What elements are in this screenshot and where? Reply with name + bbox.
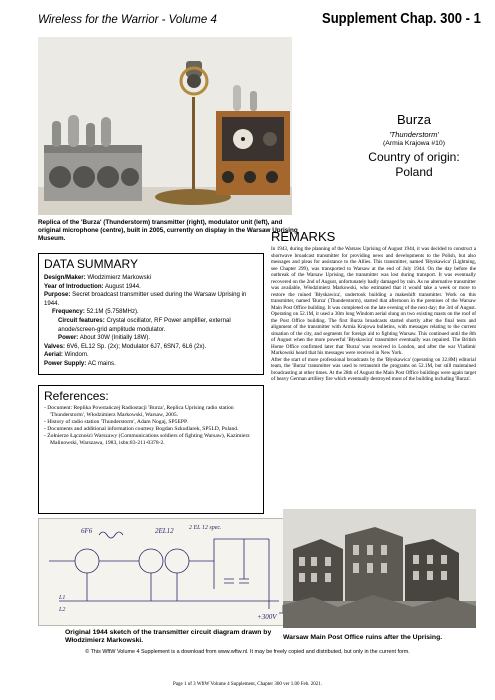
- country-label: Country of origin:: [368, 150, 460, 164]
- copyright-notice: © This WftW Volume 4 Supplement is a download from www.wftw.nl. It may be freely copied and distributed, but only in the current form.: [85, 649, 410, 655]
- section-title-text: Supplement Chap. 300: [322, 11, 462, 27]
- summary-row: [44, 283, 258, 292]
- summary-row: [44, 317, 258, 334]
- summary-label: Frequency:: [52, 308, 85, 316]
- summary-value: Windom.: [64, 351, 89, 359]
- remarks-paragraph: After the start of more professional broadcasts by the 'Błyskawica' (operating on 32.8M) editorial team, the 'Burza' transmitter was used to retransmit the programs on 52.1M, but still maintained broadcasting at other times. At the 28th of August the Main Post Office buildings were again target of heavy German artillery fire which eventually destroyed most of the building including 'Burza'.: [271, 356, 476, 382]
- circuit-sketch: [38, 518, 306, 626]
- reference-item: - Document: Replika Powstańczej Radiostacji 'Burza', Replica Uprising radio station 'Thunderstorm', Włodzimierz Markowski, Warsaw, 2005.: [44, 405, 234, 418]
- summary-row: [44, 360, 258, 369]
- page-footer: Page 1 of 3 WftW Volume 4 Supplement, Chapter 300 ver 1.00 Feb. 2021.: [173, 682, 322, 687]
- radio-army-code: (Armia Krajowa #10): [383, 140, 445, 147]
- page-number: - 1: [465, 11, 481, 27]
- summary-value: 6V6, EL12 Sp. (2x); Modulator 6J7, 6SN7, 6L6 (2x).: [66, 342, 207, 350]
- data-summary-heading: DATA SUMMARY: [44, 257, 139, 271]
- summary-value: Crystal oscillator, RF Power amplifier, external anode/screen-grid amplitude modulator.: [58, 316, 231, 333]
- summary-value: Włodzimierz Markowski: [87, 274, 152, 281]
- sketch-label: 2 EL 12 spec.: [189, 525, 222, 531]
- summary-label: Aerial:: [44, 351, 63, 359]
- post-office-ruins-photo: [283, 509, 476, 628]
- reference-item: - Documents and additional information courtesy Bogdan Szkudlarek, SP5LD, Poland.: [44, 426, 239, 432]
- circuit-sketch-graphic: [39, 519, 306, 626]
- sketch-label: L1: [59, 595, 66, 601]
- summary-label: Year of Introduction:: [44, 282, 104, 290]
- summary-row: [44, 308, 258, 317]
- sketch-caption: Original 1944 sketch of the transmitter circuit diagram drawn by Włodzimierz Markowski.: [65, 629, 272, 644]
- transmitter-photo-graphic: [38, 37, 292, 215]
- references-box: [38, 385, 264, 514]
- photo-caption: Replica of the 'Burza' (Thunderstorm) transmitter (right), modulator unit (left), and original microphone (centre), built in 2005, currently on display in the Warsaw Uprising Museum.: [38, 219, 298, 242]
- summary-row: [44, 351, 258, 360]
- sketch-label: 6F6: [81, 527, 93, 535]
- summary-row: [44, 274, 258, 283]
- radio-english-name: 'Thunderstorm': [389, 130, 439, 139]
- remarks-body: [271, 246, 476, 383]
- data-summary-box: [38, 253, 264, 375]
- ruins-caption: Warsaw Main Post Office ruins after the Uprising.: [283, 634, 443, 641]
- remarks-heading: REMARKS: [271, 229, 336, 244]
- transmitter-photo: [38, 37, 292, 215]
- ruins-photo-graphic: [283, 509, 476, 628]
- reference-item: - History of radio station 'Thunderstorm', Adam Nogaj, SP5EPP.: [44, 419, 188, 425]
- references-heading: References:: [44, 389, 109, 403]
- book-title: Wireless for the Warrior - Volume 4: [38, 14, 217, 26]
- summary-label: Valves:: [44, 342, 66, 350]
- title-block: [352, 112, 476, 180]
- summary-row: [44, 334, 258, 343]
- summary-value: August 1944.: [104, 282, 141, 290]
- summary-label: Power:: [58, 334, 79, 342]
- country-name: Poland: [395, 165, 433, 179]
- summary-label: Power Supply:: [44, 359, 87, 367]
- sketch-label: 2EL12: [155, 527, 174, 535]
- remarks-paragraph: In 1943, during the planning of the Warsaw Uprising of August 1944, it was decided to construct a shortwave broadcast transmitter for providing news and developments to the Polish, but also messages and pleas for assistance to the Allies. This transmitter, named 'Błyskawica' (Lightning, see Chapter 299), was transported to Warsaw at the end of July 1944. On the day before the outbreak of the Warsaw Uprising, the transmitter was lost during transport. It was eventually recovered on the 2nd of August, unfortunately badly damaged by rain. As no alternative transmitter was available, Włodzimierz Markowski, who estimated that it would take a week or more to restore the ruined 'Błyskawica', undertook building a makeshift transmitter. Work on this transmitter, named 'Burza' (Thunderstorm), started that afternoon in the premises of the Warsaw Main Post Office building. It was completed on the late evening of the next day; the 3rd of August. Operating on 52.1M, it used a 30m long Windom aerial slung on two existing masts on the roof of the Post Office building. The first Burza broadcasts started shortly after the final tests and alignment of the transmitter with Armia Krajowa bulletins, with messages relating to the current situation of the city, and segments for foreign aid to fighting Warsaw. This continued until the 8th of August when the more powerful 'Błyskawica' transmitter eventually was repaired. The British Home Office confirmed later that 'Burza' was received in London, and after the war Vladimir Markowski heard that his messages were received in New York.: [271, 246, 476, 356]
- summary-label: Circuit features:: [58, 316, 105, 324]
- sketch-label: L2: [59, 607, 66, 613]
- summary-label: Design/Maker:: [44, 274, 86, 281]
- summary-value: AC mains.: [87, 359, 116, 367]
- sketch-label: +300V: [257, 613, 277, 621]
- summary-value: Secret broadcast transmitter used during the Warsaw Uprising in 1944.: [44, 291, 247, 307]
- radio-name: Burza: [397, 112, 431, 127]
- summary-row: [44, 343, 258, 352]
- summary-row: [44, 291, 258, 308]
- reference-item: - Żołnierze Łączności Warszawy (Communications soldiers of fighting Warsaw), Kazimierz Malinowski, Warszawa, 1983, isbn:83-211-0378-2.: [44, 433, 250, 446]
- summary-value: 52.1M (5.758MHz).: [86, 308, 139, 316]
- section-title: [322, 11, 481, 27]
- summary-label: Purpose:: [44, 291, 71, 299]
- summary-value: About 30W (Initially 18W).: [79, 334, 151, 342]
